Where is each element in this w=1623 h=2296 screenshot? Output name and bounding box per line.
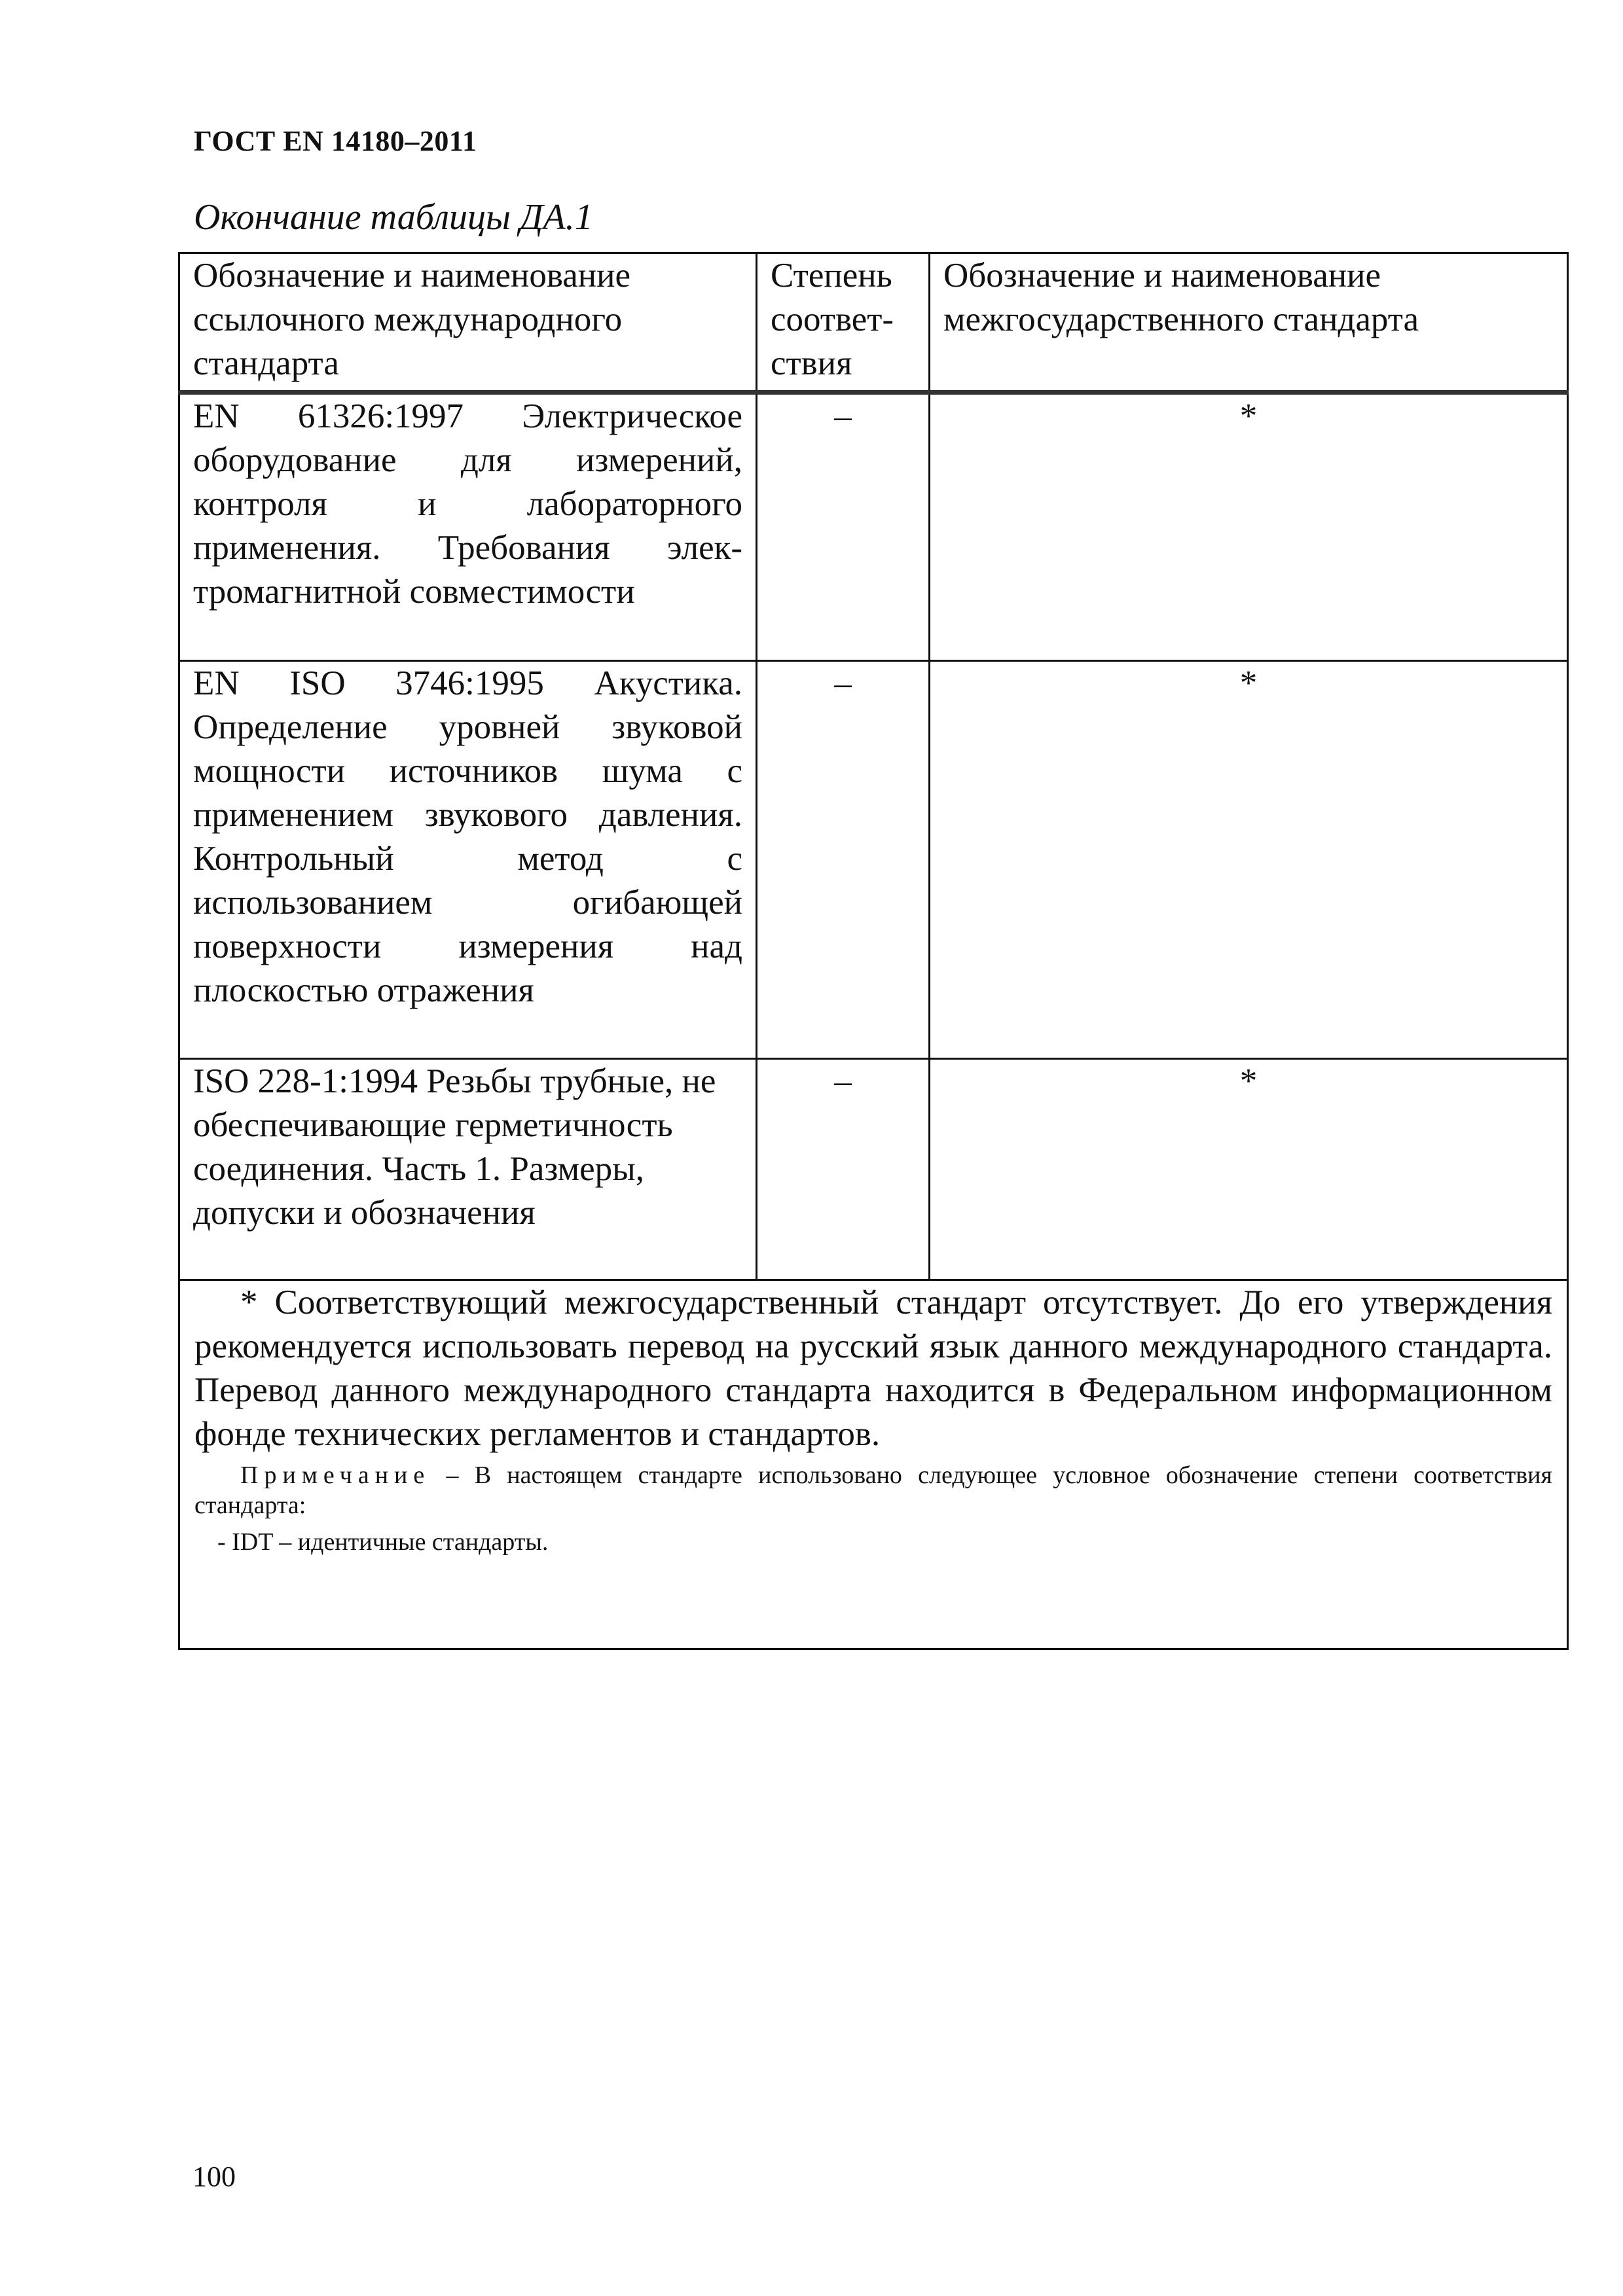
interstate-standard-cell: * xyxy=(930,661,1568,1059)
document-code: ГОСТ EN 14180–2011 xyxy=(194,125,477,157)
international-standard-cell: ISO 228-1:1994 Резьбы трубные, не обеспечивающие герметичность соединения. Часть 1. Размеры, допуски и обозначения xyxy=(179,1059,757,1280)
degree-cell: – xyxy=(757,1059,930,1280)
footnote-row xyxy=(179,1280,1568,1649)
international-standard-cell: EN ISO 3746:1995 Акустика. Определение уровней звуковой мощности источников шума с применением звукового давления. Контрольный метод с использованием огибающей поверхности измерения над плоскостью отражения xyxy=(179,661,757,1059)
note-text: – В настоящем стандарте использовано следующее условное обозначение степени соответствия стандарта: xyxy=(194,1462,1552,1519)
page-number: 100 xyxy=(192,2161,236,2193)
footnote-text: * Соответствующий межгосударственный стандарт отсутствует. До его утверждения рекомендуется использовать перевод на русский язык данного международного стандарта. Перевод данного международного стандарта находится в Федеральном информационном фонде технических регламентов и стандартов. xyxy=(194,1283,1552,1453)
footnote-cell xyxy=(179,1280,1568,1649)
international-standard-cell: EN 61326:1997 Электрическое оборудование для измерений, контроля и лабораторного применения. Требования элек-тромагнитной совместимости xyxy=(179,393,757,661)
interstate-standard-cell: * xyxy=(930,393,1568,661)
interstate-standard-cell: * xyxy=(930,1059,1568,1280)
table-caption: Окончание таблицы ДА.1 xyxy=(194,197,593,238)
standards-table xyxy=(178,252,1569,1650)
table-row xyxy=(179,393,1568,661)
table-row xyxy=(179,1059,1568,1280)
column-header-degree: Степень соответ-ствия xyxy=(757,253,930,393)
column-header-international: Обозначение и наименование ссылочного международного стандарта xyxy=(179,253,757,393)
degree-cell: – xyxy=(757,393,930,661)
table-header-row xyxy=(179,253,1568,393)
column-header-interstate: Обозначение и наименование межгосударственного стандарта xyxy=(930,253,1568,393)
note xyxy=(194,1460,1552,1520)
degree-cell: – xyxy=(757,661,930,1059)
note-item: - IDT – идентичные стандарты. xyxy=(217,1528,549,1556)
table-row xyxy=(179,661,1568,1059)
note-label: Примечание xyxy=(240,1462,431,1489)
